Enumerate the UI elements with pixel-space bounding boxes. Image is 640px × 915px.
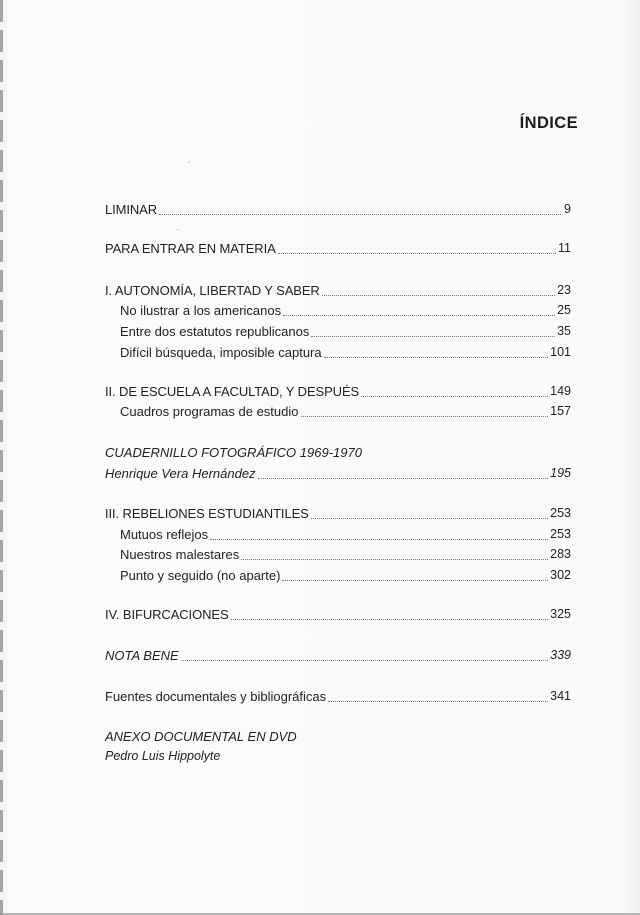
toc-entry-chapter-3[interactable] <box>105 503 571 524</box>
toc-page-number: 325 <box>550 607 571 621</box>
dot-leader <box>301 415 549 417</box>
index-title: ÍNDICE <box>519 114 578 132</box>
toc-subentry[interactable] <box>120 401 571 422</box>
toc-page-number: 157 <box>550 404 571 418</box>
toc-entry-anexo[interactable] <box>105 726 571 747</box>
toc-label: Nuestros malestares <box>120 547 240 562</box>
scan-speck <box>176 229 179 230</box>
dot-leader <box>231 618 549 620</box>
toc-entry-chapter-4[interactable] <box>105 604 571 625</box>
dot-leader <box>311 517 548 519</box>
dot-leader <box>283 314 555 316</box>
toc-label: Difícil búsqueda, imposible captura <box>120 345 322 360</box>
toc-page-number: 11 <box>558 241 571 255</box>
dot-leader <box>241 558 548 560</box>
dot-leader <box>324 356 549 358</box>
toc-page-number: 195 <box>550 466 571 480</box>
dot-leader <box>181 659 548 661</box>
toc-label: Henrique Vera Hernández <box>105 466 256 481</box>
toc-subentry[interactable] <box>120 524 571 545</box>
toc-page-number: 101 <box>550 345 571 359</box>
toc-label: Fuentes documentales y bibliográficas <box>105 689 327 704</box>
dot-leader <box>322 294 555 296</box>
toc-label: NOTA BENE <box>105 648 179 663</box>
toc-entry-chapter-2[interactable] <box>105 381 571 402</box>
toc-label: ANEXO DOCUMENTAL EN DVD <box>105 729 297 744</box>
toc-author-anexo: Pedro Luis Hippolyte <box>105 749 221 763</box>
toc-label: Cuadros programas de estudio <box>120 404 299 419</box>
toc-entry-para-entrar[interactable] <box>105 238 571 259</box>
toc-page-number: 23 <box>557 283 571 297</box>
toc-subentry[interactable] <box>120 321 571 342</box>
toc-entry-nota-bene[interactable] <box>105 645 571 666</box>
toc-page-number: 253 <box>550 527 571 541</box>
toc-page-number: 25 <box>557 303 571 317</box>
toc-page-number: 283 <box>550 547 571 561</box>
toc-label: IV. BIFURCACIONES <box>105 607 229 622</box>
toc-page-number: 341 <box>550 689 571 703</box>
toc-entry-cuadernillo[interactable] <box>105 442 571 463</box>
scan-left-edge <box>0 0 3 915</box>
dot-leader <box>258 477 549 479</box>
toc-subentry[interactable] <box>120 342 571 363</box>
dot-leader <box>278 252 556 254</box>
toc-label: No ilustrar a los americanos <box>120 303 282 318</box>
scan-speck <box>315 484 316 485</box>
dot-leader <box>210 538 548 540</box>
toc-entry-author[interactable] <box>105 463 571 484</box>
toc-subentry[interactable] <box>120 565 571 586</box>
scan-speck <box>188 161 190 163</box>
toc-entry-chapter-1[interactable] <box>105 280 571 301</box>
dot-leader <box>159 213 561 215</box>
toc-label: LIMINAR <box>105 202 158 217</box>
toc-page-number: 149 <box>550 384 571 398</box>
toc-page-number: 9 <box>564 202 571 216</box>
toc-label: CUADERNILLO FOTOGRÁFICO 1969-1970 <box>105 445 362 460</box>
toc-page-number: 339 <box>550 648 571 662</box>
toc-label: Punto y seguido (no aparte) <box>120 568 281 583</box>
toc-subentry[interactable] <box>120 300 571 321</box>
dot-leader <box>328 700 548 702</box>
toc-label: PARA ENTRAR EN MATERIA <box>105 241 276 256</box>
toc-subentry[interactable] <box>120 544 571 565</box>
toc-page-number: 35 <box>557 324 571 338</box>
toc-label: II. DE ESCUELA A FACULTAD, Y DESPUÉS <box>105 384 360 399</box>
toc-label: Entre dos estatutos republicanos <box>120 324 310 339</box>
dot-leader <box>361 395 548 397</box>
toc-label: Mutuos reflejos <box>120 527 209 542</box>
toc-page-number: 302 <box>550 568 571 582</box>
toc-label: I. AUTONOMÍA, LIBERTAD Y SABER <box>105 283 320 298</box>
dot-leader <box>282 579 548 581</box>
dot-leader <box>311 335 555 337</box>
toc-page-number: 253 <box>550 506 571 520</box>
toc-label: III. REBELIONES ESTUDIANTILES <box>105 506 309 521</box>
toc-entry-liminar[interactable] <box>105 199 571 220</box>
toc-entry-fuentes[interactable] <box>105 686 571 707</box>
